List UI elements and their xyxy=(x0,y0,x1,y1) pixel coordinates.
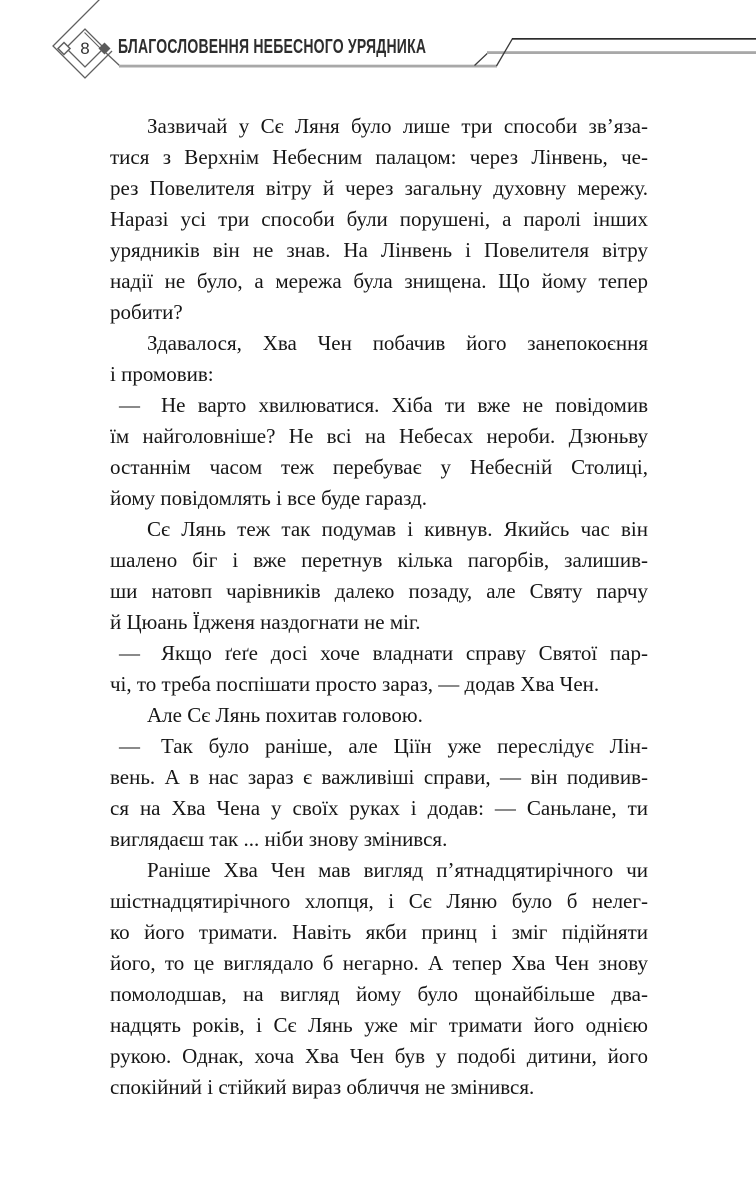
paragraph-dialogue xyxy=(110,731,648,855)
text-line: вень. А в нас зараз є важливіші справи, — він подивив- xyxy=(110,765,648,789)
text-line: Але Сє Лянь похитав головою. xyxy=(147,703,423,727)
paragraph xyxy=(110,328,648,390)
text-line: Зазвичай у Сє Ляня було лише три способи зв’яза- xyxy=(147,114,648,138)
text-line: Раніше Хва Чен мав вигляд п’ятнадцятирічного чи xyxy=(147,858,648,882)
text-line: надії не було, а мережа була знищена. Що йому тепер xyxy=(110,269,648,293)
text-line: їм найголовніше? Не всі на Небесах нероби. Дзюньву xyxy=(110,424,648,448)
paragraph-dialogue xyxy=(110,638,648,700)
paragraph xyxy=(110,855,648,1103)
paragraph xyxy=(110,514,648,638)
page-header xyxy=(0,0,756,100)
text-line: й Цюань Їдженя наздогнати не міг. xyxy=(110,610,421,634)
running-title: БЛАГОСЛОВЕННЯ НЕБЕСНОГО УРЯДНИКА xyxy=(118,36,427,58)
text-line: — Не варто хвилюватися. Хіба ти вже не повідомив xyxy=(119,393,648,417)
text-line: ся на Хва Чена у своїх руках і додав: — Саньлане, ти xyxy=(110,796,648,820)
text-line: надцять років, і Сє Лянь уже міг тримати його однією xyxy=(110,1013,648,1037)
text-line: Наразі усі три способи були порушені, а паролі інших xyxy=(110,207,648,231)
text-line: шалено біг і вже перетнув кілька пагорбів, залишив- xyxy=(110,548,648,572)
text-line: ко його тримати. Навіть якби принц і зміг підійняти xyxy=(110,920,648,944)
text-line: — Так було раніше, але Ціїн уже переслідує Лін- xyxy=(119,734,648,758)
paragraph xyxy=(110,700,648,731)
text-line: рез Повелителя вітру й через загальну духовну мережу. xyxy=(110,176,648,200)
text-line: останнім часом теж перебуває у Небесній Столиці, xyxy=(110,455,648,479)
text-line: урядників він не знав. На Лінвень і Повелителя вітру xyxy=(110,238,648,262)
text-block xyxy=(110,111,648,1103)
text-line: шістнадцятирічного хлопця, і Сє Ляню було б нелег- xyxy=(110,889,648,913)
text-line: робити? xyxy=(110,300,183,324)
text-line: — Якщо ґеґе досі хоче владнати справу Святої пар- xyxy=(119,641,648,665)
text-line: спокійний і стійкий вираз обличчя не змінився. xyxy=(110,1075,535,1099)
text-line: Здавалося, Хва Чен побачив його занепокоєння xyxy=(147,331,648,355)
text-line: рукою. Однак, хоча Хва Чен був у подобі дитини, його xyxy=(110,1044,648,1068)
page-number: 8 xyxy=(80,39,90,58)
text-line: його, то це виглядало б негарно. А тепер Хва Чен знову xyxy=(110,951,648,975)
text-line: і промовив: xyxy=(110,362,214,386)
text-line: чі, то треба поспішати просто зараз, — додав Хва Чен. xyxy=(110,672,600,696)
text-line: тися з Верхнім Небесним палацом: через Лінвень, че- xyxy=(110,145,648,169)
text-line: Сє Лянь теж так подумав і кивнув. Якийсь час він xyxy=(147,517,648,541)
text-line: йому повідомлять і все буде гаразд. xyxy=(110,486,428,510)
text-line: ши натовп чарівників далеко позаду, але Святу парчу xyxy=(110,579,648,603)
paragraph xyxy=(110,111,648,328)
paragraph-dialogue xyxy=(110,390,648,514)
text-line: помолодшав, на вигляд йому було щонайбільше два- xyxy=(110,982,648,1006)
text-line: виглядаєш так ... ніби знову змінився. xyxy=(110,827,448,851)
